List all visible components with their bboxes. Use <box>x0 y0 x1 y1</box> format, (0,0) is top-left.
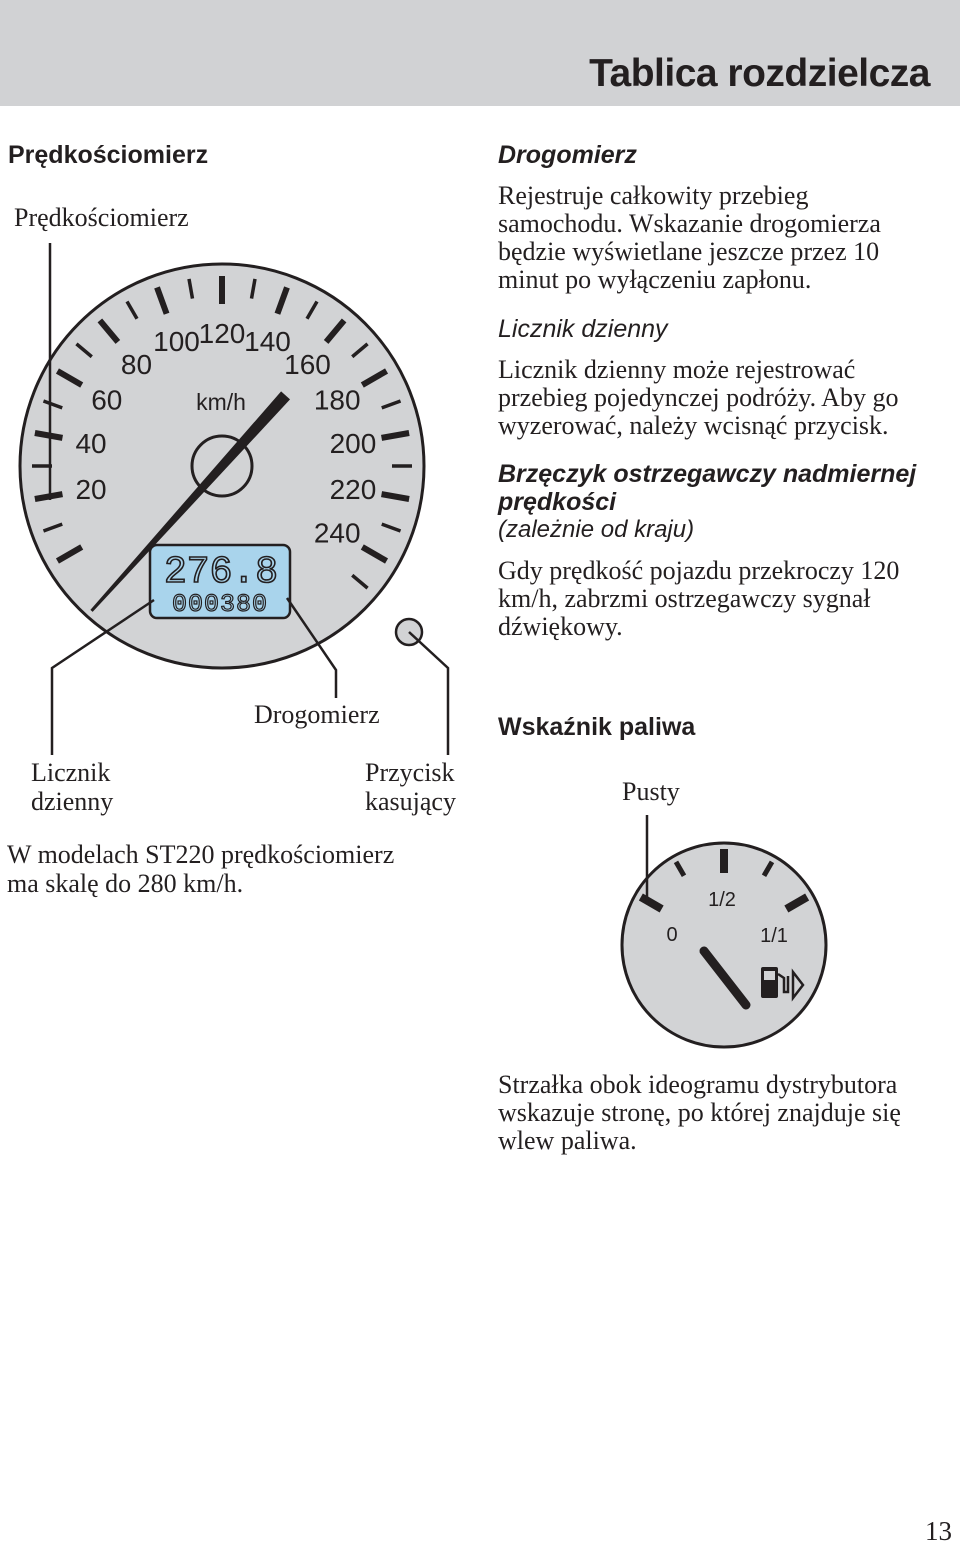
trip-text: Licznik dzienny może rejestrować przebieg pojedynczej podróży. Aby go wyzerować, należy wcisnąć przycisk. <box>498 355 899 440</box>
page-title: Tablica rozdzielcza <box>589 52 930 95</box>
fuel-text: Strzałka obok ideogramu dystrybutora wskazuje stronę, po której znajduje się wlew paliwa. <box>498 1070 901 1155</box>
reset-leader-line <box>409 632 448 755</box>
fuel-label-half: 1/2 <box>708 889 736 911</box>
speedometer-scale-label: 220 <box>329 474 377 506</box>
speedometer-scale-label: 140 <box>244 326 291 358</box>
odometer-heading: Drogomierz <box>498 141 637 169</box>
trip-callout-label-line2: dzienny <box>31 787 114 816</box>
speedometer-scale-label: 240 <box>313 517 361 549</box>
st220-note-line1: W modelach ST220 prędkościomierz <box>7 840 395 869</box>
speedometer-heading: Prędkościomierz <box>8 141 209 169</box>
trip-display: 276.8 <box>163 551 279 594</box>
st220-note-line2: ma skalę do 280 km/h. <box>7 869 244 898</box>
speedometer-scale-label: 200 <box>329 427 377 459</box>
buzzer-text: Gdy prędkość pojazdu przekroczy 120 km/h, zabrzmi ostrzegawczy sygnał dźwiękowy. <box>498 556 900 641</box>
trip-callout-label-line1: Licznik <box>31 758 111 787</box>
fuel-heading: Wskaźnik paliwa <box>498 713 696 741</box>
speedometer-scale-label: 100 <box>153 326 200 358</box>
speedometer-scale-label: 80 <box>120 349 153 381</box>
trip-heading: Licznik dzienny <box>498 315 668 343</box>
speedometer-scale-label: 120 <box>198 318 246 349</box>
odometer-display: 000380 <box>171 590 269 619</box>
fuel-gauge-dial <box>622 843 826 1047</box>
odometer-callout-label: Drogomierz <box>254 700 380 729</box>
page-number: 13 <box>925 1516 952 1546</box>
fuel-label-zero: 0 <box>666 924 678 946</box>
fuel-empty-label: Pusty <box>622 777 680 806</box>
speedometer-scale-label: 180 <box>313 384 361 416</box>
speedometer-scale-label: 160 <box>284 349 331 381</box>
speedometer-unit: km/h <box>196 389 246 415</box>
speedometer-scale-label: 20 <box>75 474 107 506</box>
buzzer-heading: Brzęczyk ostrzegawczy nadmiernej prędkości <box>498 460 917 516</box>
reset-callout-label-line1: Przycisk <box>365 758 455 787</box>
fuel-label-full: 1/1 <box>760 925 788 947</box>
buzzer-subheading: (zależnie od kraju) <box>498 516 695 543</box>
odometer-text: Rejestruje całkowity przebieg samochodu. Wskazanie drogomierza będzie wyświetlane jeszcze przez 10 minut po wyłączeniu zapłonu. <box>498 181 881 294</box>
speedometer-callout-label: Prędkościomierz <box>14 203 189 232</box>
speedometer-scale-label: 60 <box>91 384 123 416</box>
reset-callout-label-line2: kasujący <box>365 787 456 816</box>
speedometer-scale-label: 40 <box>75 427 107 459</box>
